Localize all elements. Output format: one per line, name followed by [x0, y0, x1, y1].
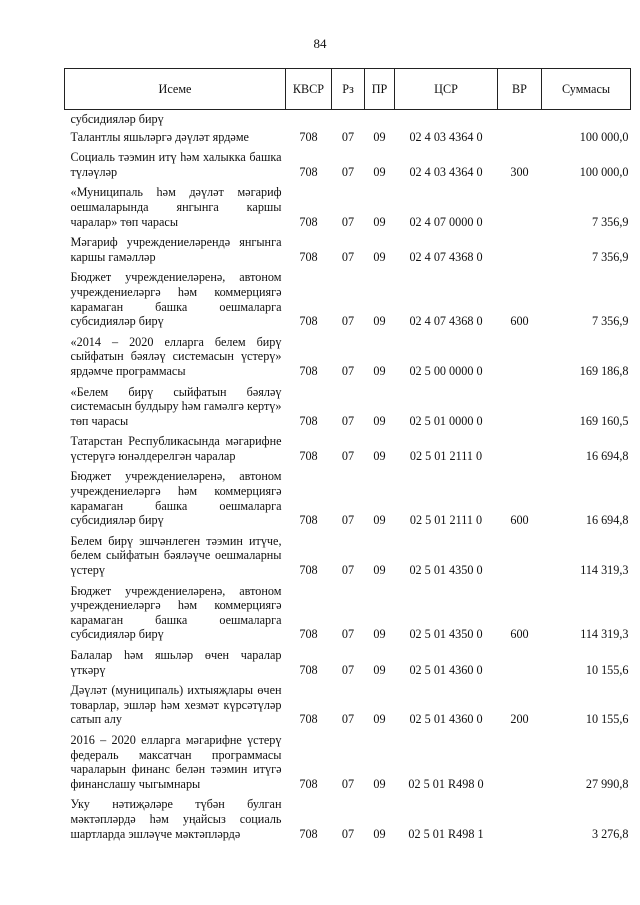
row-vr [498, 794, 542, 844]
row-name: Талантлы яшьләргә дәүләт ярдәме [70, 129, 249, 144]
row-name: Дәүләт (муниципаль) ихтыяҗлары өчен товарлар, эшләр һәм хезмәт күрсәтүләр сатып алу [70, 683, 282, 727]
table-header [65, 69, 631, 110]
table-row [65, 267, 631, 331]
row-csr: 02 5 01 4360 0 [409, 662, 483, 677]
row-csr: 02 5 01 2111 0 [409, 448, 483, 463]
row-vr [498, 382, 542, 432]
row-rz: 07 [341, 448, 355, 463]
row-name: Социаль тәэмин итү һәм халыкка башка түләүләр [70, 150, 282, 179]
row-pr: 09 [373, 314, 386, 329]
row-rz: 07 [341, 413, 355, 428]
header-name: Исеме [65, 69, 286, 110]
row-sum: 100 000,0 [579, 164, 629, 179]
row-pr: 09 [373, 129, 386, 144]
row-vr: 300 [510, 164, 529, 179]
table-row [65, 127, 631, 148]
row-pr: 09 [373, 413, 386, 428]
row-sum: 114 319,3 [580, 563, 629, 578]
row-sum: 3 276,8 [591, 826, 629, 841]
row-csr: 02 4 07 0000 0 [409, 214, 483, 229]
row-name: Мәгариф учреждениеләрендә янгынга каршы гамәлләр [70, 235, 282, 264]
row-name: «2014 – 2020 елларга белем бирү сыйфатын бәяләү системасын үстерү» ярдәмче программасы [70, 334, 282, 378]
row-kvsr: 708 [299, 314, 318, 329]
row-kvsr: 708 [299, 164, 318, 179]
header-csr: ЦСР [395, 69, 498, 110]
table-body [65, 110, 631, 845]
row-rz: 07 [341, 563, 355, 578]
row-kvsr: 708 [299, 563, 318, 578]
header-vr: ВР [498, 69, 542, 110]
table-row [65, 645, 631, 680]
row-vr [498, 730, 542, 794]
row-csr: 02 5 01 R498 0 [408, 776, 484, 791]
row-rz: 07 [341, 363, 355, 378]
row-vr [498, 531, 542, 581]
row-name: 2016 – 2020 елларга мәгарифне үстерү федераль максатчан программасы чараларын финанс белән тәэмин итүгә финанслашу чыгымнары [70, 732, 282, 791]
row-vr [498, 431, 542, 466]
row-name: Бюджет учреждениеләренә, автоном учреждениеләргә һәм коммерциягә карамаган башка оешмаларга субсидияләр бирү [70, 583, 282, 642]
row-pr: 09 [373, 249, 386, 264]
row-kvsr: 708 [299, 413, 318, 428]
row-name: Балалар һәм яшьләр өчен чаралар үткәрү [70, 648, 282, 677]
row-csr: 02 5 01 4350 0 [409, 563, 483, 578]
row-pr: 09 [373, 214, 386, 229]
row-pr: 09 [373, 563, 386, 578]
row-csr: 02 5 01 2111 0 [409, 513, 483, 528]
header-sum: Суммасы [542, 69, 631, 110]
row-name: «Муниципаль һәм дәүләт мәгариф оешмаларында янгынга каршы чаралар» төп чарасы [70, 185, 282, 229]
table-row [65, 794, 631, 844]
row-vr: 200 [510, 712, 529, 727]
row-csr: 02 5 01 4350 0 [409, 627, 483, 642]
row-vr [498, 127, 542, 148]
budget-table-container [64, 68, 630, 844]
row-pr: 09 [373, 363, 386, 378]
row-csr: 02 4 07 4368 0 [409, 249, 483, 264]
row-pr: 09 [373, 627, 386, 642]
row-sum: 7 356,9 [591, 214, 629, 229]
row-rz: 07 [341, 662, 355, 677]
header-rz: Рз [332, 69, 365, 110]
table-row [65, 581, 631, 645]
row-vr: 600 [510, 513, 529, 528]
row-rz: 07 [341, 826, 355, 841]
row-rz: 07 [341, 214, 355, 229]
row-name: Белем бирү эшчәнлеген тәэмин итүче, белем сыйфатын бәяләүче оешмаларны үстерү [70, 533, 282, 578]
row-kvsr: 708 [299, 249, 318, 264]
table-row [65, 730, 631, 794]
page-number: 84 [313, 36, 327, 51]
row-kvsr: 708 [299, 826, 318, 841]
row-kvsr: 708 [299, 776, 318, 791]
row-csr: 02 5 01 4360 0 [409, 712, 483, 727]
row-sum: 16 694,8 [585, 448, 629, 463]
row-rz: 07 [341, 249, 355, 264]
row-name: Бюджет учреждениеләренә, автоном учреждениеләргә һәм коммерциягә карамаган башка оешмаларга субсидияләр бирү [70, 469, 282, 528]
row-sum: 100 000,0 [579, 129, 629, 144]
row-sum: 169 186,8 [579, 363, 629, 378]
carry-over-row [65, 110, 631, 127]
table-row [65, 431, 631, 466]
row-sum: 10 155,6 [585, 662, 629, 677]
row-csr: 02 5 01 R498 1 [408, 826, 484, 841]
row-kvsr: 708 [299, 363, 318, 378]
table-row [65, 531, 631, 581]
row-kvsr: 708 [299, 513, 318, 528]
row-pr: 09 [373, 712, 386, 727]
row-sum: 16 694,8 [585, 513, 629, 528]
row-rz: 07 [341, 129, 355, 144]
row-kvsr: 708 [299, 129, 318, 144]
table-row [65, 332, 631, 382]
row-sum: 7 356,9 [591, 249, 629, 264]
row-kvsr: 708 [299, 627, 318, 642]
table-row [65, 466, 631, 530]
row-kvsr: 708 [299, 662, 318, 677]
row-sum: 114 319,3 [580, 627, 629, 642]
row-name: Уку нәтиҗәләре түбән булган мәктәпләрдә һәм уңайсыз социаль шартларда эшләүче мәктәпләрдә [70, 797, 282, 841]
row-sum: 27 990,8 [585, 776, 629, 791]
row-rz: 07 [341, 776, 355, 791]
row-csr: 02 4 03 4364 0 [409, 129, 483, 144]
row-rz: 07 [341, 712, 355, 727]
table-row [65, 382, 631, 432]
row-csr: 02 5 01 0000 0 [409, 413, 483, 428]
carry-over-text: субсидияләр бирү [70, 112, 164, 126]
table-row [65, 147, 631, 182]
row-kvsr: 708 [299, 712, 318, 727]
row-pr: 09 [373, 826, 386, 841]
table-row [65, 182, 631, 232]
table-row [65, 232, 631, 267]
row-vr: 600 [510, 627, 529, 642]
row-sum: 10 155,6 [585, 712, 629, 727]
row-sum: 169 160,5 [579, 413, 629, 428]
row-csr: 02 4 03 4364 0 [409, 164, 483, 179]
row-rz: 07 [341, 627, 355, 642]
row-vr [498, 182, 542, 232]
header-kvsr: КВСР [286, 69, 332, 110]
row-sum: 7 356,9 [591, 314, 629, 329]
header-pr: ПР [365, 69, 395, 110]
table-row [65, 680, 631, 730]
row-csr: 02 5 00 0000 0 [409, 363, 483, 378]
row-pr: 09 [373, 448, 386, 463]
budget-table [64, 68, 631, 844]
row-kvsr: 708 [299, 214, 318, 229]
row-csr: 02 4 07 4368 0 [409, 314, 483, 329]
row-vr [498, 332, 542, 382]
row-pr: 09 [373, 513, 386, 528]
row-name: Татарстан Республикасында мәгарифне үстерүгә юнәлдерелгән чаралар [70, 434, 282, 463]
row-kvsr: 708 [299, 448, 318, 463]
row-pr: 09 [373, 662, 386, 677]
row-name: Бюджет учреждениеләренә, автоном учреждениеләргә һәм коммерциягә карамаган башка оешмаларга субсидияләр бирү [70, 270, 282, 329]
row-rz: 07 [341, 314, 355, 329]
row-name: «Белем бирү сыйфатын бәяләү системасын булдыру һәм гамәлгә кертү» төп чарасы [70, 384, 282, 428]
row-pr: 09 [373, 776, 386, 791]
row-vr [498, 232, 542, 267]
row-rz: 07 [341, 513, 355, 528]
row-pr: 09 [373, 164, 386, 179]
row-vr: 600 [510, 314, 529, 329]
row-rz: 07 [341, 164, 355, 179]
row-vr [498, 645, 542, 680]
